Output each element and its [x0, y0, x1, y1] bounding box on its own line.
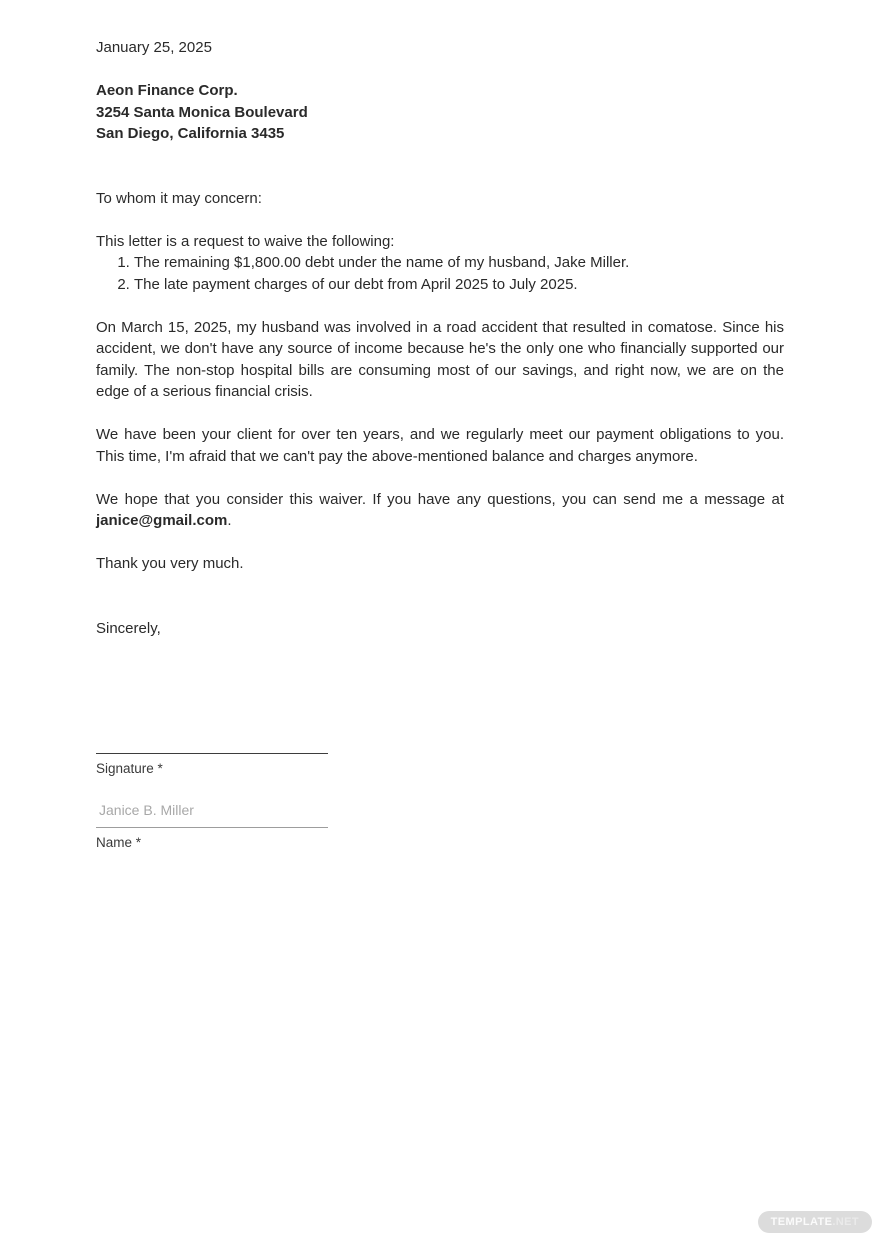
name-label: Name *: [96, 834, 142, 850]
thank-you-line: Thank you very much.: [96, 555, 244, 572]
salutation: To whom it may concern:: [96, 189, 262, 207]
letter-date: January 25, 2025: [96, 39, 212, 56]
list-item: 2. The late payment charges of our debt from April 2025 to July 2025.: [134, 274, 784, 296]
paragraph-accident: On March 15, 2025, my husband was involved in a road accident that resulted in comatose. Since his accident, we don't have any source of income because he's the only one who financially supported our family. The non-stop hospital bills are consuming most of our savings, and right now, we are on the edge of a serious financial crisis.: [96, 318, 784, 400]
closing-period: .: [227, 512, 232, 529]
signature-field[interactable]: [96, 753, 328, 754]
request-intro: This letter is a request to waive the following:: [96, 232, 395, 250]
watermark-brand-text: TEMPLATE: [770, 1216, 833, 1228]
recipient-name: Aeon Finance Corp.: [96, 82, 238, 99]
paragraph-client-history: We have been your client for over ten years, and we regularly meet our payment obligations to you. This time, I'm afraid that we can't pay the above-mentioned balance and charges anymore.: [96, 426, 784, 465]
signature-label: Signature *: [96, 761, 163, 776]
template-net-watermark-badge[interactable]: [758, 1211, 872, 1233]
letter-body: [96, 37, 784, 639]
recipient-street: 3254 Santa Monica Boulevard: [96, 103, 308, 121]
waive-request-list: [96, 252, 784, 295]
closing-text: We hope that you consider this waiver. If you have any questions, you can send me a message at: [96, 490, 784, 508]
signoff: Sincerely,: [96, 619, 161, 637]
paragraph-closing: [96, 489, 784, 532]
watermark-tld-text: .NET: [832, 1216, 859, 1228]
signature-form-section: [96, 753, 328, 851]
recipient-city: San Diego, California 3435: [96, 125, 285, 142]
list-item: 1. The remaining $1,800.00 debt under the name of my husband, Jake Miller.: [134, 252, 784, 274]
recipient-address-block: [96, 80, 784, 145]
contact-email: janice@gmail.com: [96, 512, 228, 529]
name-input[interactable]: [96, 802, 328, 828]
